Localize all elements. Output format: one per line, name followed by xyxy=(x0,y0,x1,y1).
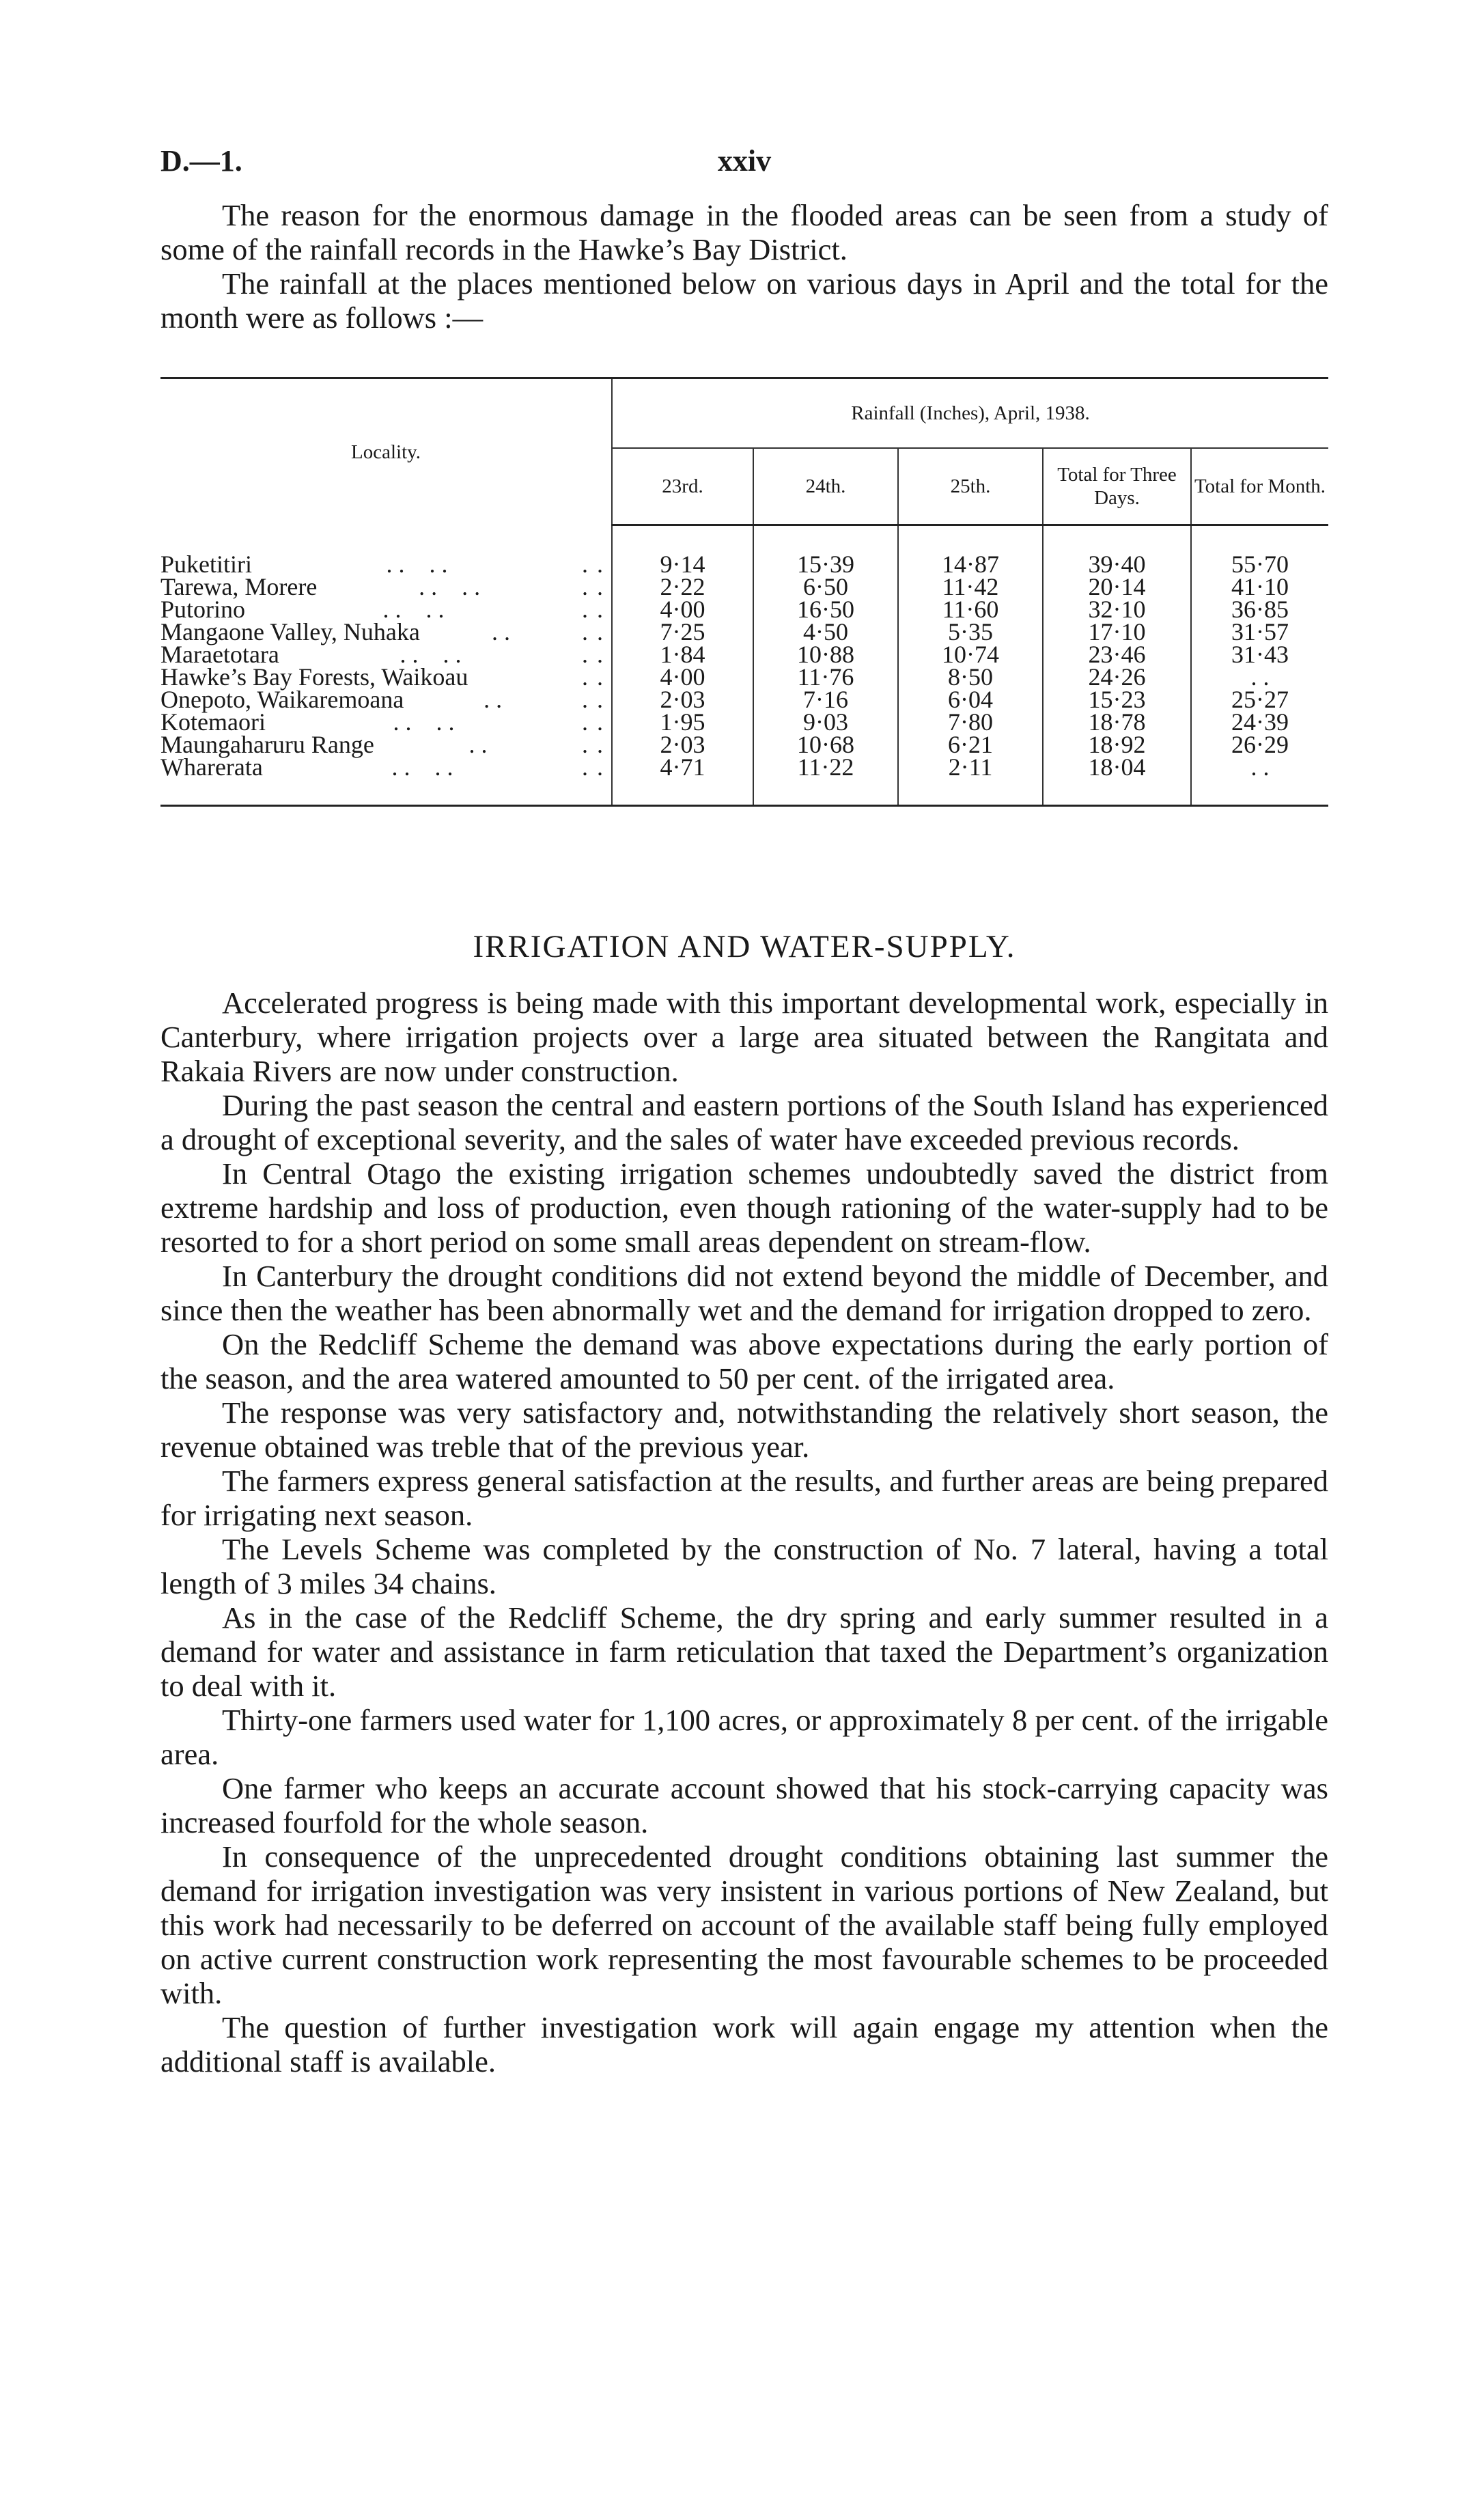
body-paragraph: Accelerated progress is being made with this important developmental work, especially in Canterbury, where irrigation projects over a large area situated between the Rangitata and Rakaia Rivers are now under construction. xyxy=(160,986,1328,1088)
rainfall-value: 4·71 xyxy=(612,756,753,806)
rainfall-value: 11·42 xyxy=(898,576,1043,598)
rainfall-value: 4·50 xyxy=(753,621,898,643)
rainfall-value: . . xyxy=(1191,666,1328,689)
rainfall-value: 11·76 xyxy=(753,666,898,689)
body-paragraph: As in the case of the Redcliff Scheme, the dry spring and early summer resulted in a demand for water and assistance in farm reticulation that taxed the Department’s organization to deal with it. xyxy=(160,1600,1328,1703)
body-paragraph: In Canterbury the drought conditions did not extend beyond the middle of December, and since then the weather has been abnormally wet and the demand for irrigation dropped to zero. xyxy=(160,1259,1328,1327)
rainfall-value: 7·25 xyxy=(612,621,753,643)
table-row xyxy=(160,576,1328,598)
rainfall-value: 2·03 xyxy=(612,734,753,756)
rainfall-value: 39·40 xyxy=(1043,553,1191,576)
rainfall-value: 2·22 xyxy=(612,576,753,598)
dot-leader-end: . . xyxy=(582,663,604,691)
locality-header: Locality. xyxy=(160,378,612,525)
column-header: 23rd. xyxy=(612,448,753,525)
dot-leader: . . . . xyxy=(400,641,462,668)
rainfall-value: 18·78 xyxy=(1043,711,1191,734)
rainfall-value: 15·23 xyxy=(1043,689,1191,711)
rainfall-value: 10·74 xyxy=(898,643,1043,666)
body-paragraph: In consequence of the unprecedented drought conditions obtaining last summer the demand for irrigation investigation was very insistent in various portions of New Zealand, but this work had necessarily to be deferred on account of the available staff being fully employed on active current construction work representing the most favourable schemes to be proceeded with. xyxy=(160,1839,1328,2010)
body-paragraph: In Central Otago the existing irrigation schemes undoubtedly saved the district from extreme hardship and loss of production, even though rationing of the water-supply had to be resorted to for a short period on some small areas dependent on stream-flow. xyxy=(160,1156,1328,1259)
column-header: 25th. xyxy=(898,448,1043,525)
rainfall-value: 1·95 xyxy=(612,711,753,734)
rainfall-value: 11·22 xyxy=(753,756,898,806)
intro-paragraph: The rainfall at the places mentioned below on various days in April and the total for the month were as follows :— xyxy=(160,266,1328,335)
page-header xyxy=(160,143,1328,191)
rainfall-value: 36·85 xyxy=(1191,598,1328,621)
rainfall-value: 25·27 xyxy=(1191,689,1328,711)
locality-name: Wharerata xyxy=(160,753,263,781)
table-row xyxy=(160,734,1328,756)
intro-paragraph: The reason for the enormous damage in the flooded areas can be seen from a study of some of the rainfall records in the Hawke’s Bay District. xyxy=(160,198,1328,266)
rainfall-table-body xyxy=(160,525,1328,806)
locality-name: Onepoto, Waikaremoana xyxy=(160,686,404,713)
dot-leader: . . xyxy=(468,731,488,758)
rainfall-value: 8·50 xyxy=(898,666,1043,689)
dot-leader-end: . . xyxy=(582,551,604,578)
rainfall-value: 1·84 xyxy=(612,643,753,666)
rainfall-value: 6·50 xyxy=(753,576,898,598)
rainfall-value: 20·14 xyxy=(1043,576,1191,598)
document-page xyxy=(160,143,1328,2078)
dot-leader: . . xyxy=(491,618,510,645)
table-row xyxy=(160,689,1328,711)
rainfall-value: 9·03 xyxy=(753,711,898,734)
table-row xyxy=(160,756,1328,806)
rainfall-value: 18·04 xyxy=(1043,756,1191,806)
dot-leader-end: . . xyxy=(582,753,604,781)
body-paragraph: On the Redcliff Scheme the demand was above expectations during the early portion of the season, and the area watered amounted to 50 per cent. of the irrigated area. xyxy=(160,1327,1328,1395)
rainfall-value: 7·16 xyxy=(753,689,898,711)
rainfall-value: 9·14 xyxy=(612,553,753,576)
rainfall-value: . . xyxy=(1191,756,1328,806)
dot-leader: . . . . xyxy=(382,596,445,623)
rainfall-value: 14·87 xyxy=(898,553,1043,576)
rainfall-value: 32·10 xyxy=(1043,598,1191,621)
rainfall-value: 41·10 xyxy=(1191,576,1328,598)
dot-leader-end: . . xyxy=(582,686,604,713)
rainfall-value: 15·39 xyxy=(753,553,898,576)
rainfall-value: 2·03 xyxy=(612,689,753,711)
rainfall-value: 4·00 xyxy=(612,598,753,621)
section-title: IRRIGATION AND WATER-SUPPLY. xyxy=(473,929,1016,964)
dot-leader-end: . . xyxy=(582,596,604,623)
rainfall-value: 26·29 xyxy=(1191,734,1328,756)
rainfall-value: 31·43 xyxy=(1191,643,1328,666)
rainfall-value: 4·00 xyxy=(612,666,753,689)
page-number: xxiv xyxy=(717,144,772,178)
body-paragraph: During the past season the central and eastern portions of the South Island has experienced a drought of exceptional severity, and the sales of water have exceeded previous records. xyxy=(160,1088,1328,1156)
locality-name: Puketitiri xyxy=(160,551,252,578)
rainfall-value: 24·26 xyxy=(1043,666,1191,689)
section-body xyxy=(160,986,1328,2078)
rainfall-value: 18·92 xyxy=(1043,734,1191,756)
rainfall-value: 23·46 xyxy=(1043,643,1191,666)
locality-name: Tarewa, Morere xyxy=(160,573,318,600)
rainfall-value: 10·88 xyxy=(753,643,898,666)
locality-name: Mangaone Valley, Nuhaka xyxy=(160,618,420,645)
locality-name: Putorino xyxy=(160,596,246,623)
locality-name: Maungaharuru Range xyxy=(160,731,374,758)
dot-leader-end: . . xyxy=(582,618,604,645)
body-paragraph: One farmer who keeps an accurate account showed that his stock-carrying capacity was increased fourfold for the whole season. xyxy=(160,1771,1328,1839)
rainfall-value: 10·68 xyxy=(753,734,898,756)
table-row xyxy=(160,621,1328,643)
dot-leader: . . . . xyxy=(393,708,455,736)
rainfall-value: 2·11 xyxy=(898,756,1043,806)
body-paragraph: The Levels Scheme was completed by the construction of No. 7 lateral, having a total length of 3 miles 34 chains. xyxy=(160,1532,1328,1600)
dot-leader: . . . . xyxy=(391,753,453,781)
rainfall-value: 11·60 xyxy=(898,598,1043,621)
rainfall-value: 6·21 xyxy=(898,734,1043,756)
rainfall-value: 17·10 xyxy=(1043,621,1191,643)
column-header: 24th. xyxy=(753,448,898,525)
column-header: Total for Month. xyxy=(1191,448,1328,525)
rainfall-value: 7·80 xyxy=(898,711,1043,734)
rainfall-group-header: Rainfall (Inches), April, 1938. xyxy=(612,378,1328,449)
dot-leader-end: . . xyxy=(582,731,604,758)
rainfall-value: 16·50 xyxy=(753,598,898,621)
intro-text xyxy=(160,198,1328,335)
rainfall-value: 24·39 xyxy=(1191,711,1328,734)
body-paragraph: The response was very satisfactory and, notwithstanding the relatively short season, the revenue obtained was treble that of the previous year. xyxy=(160,1395,1328,1464)
rainfall-value: 31·57 xyxy=(1191,621,1328,643)
document-reference: D.—1. xyxy=(160,144,242,178)
dot-leader-end: . . xyxy=(582,641,604,668)
rainfall-value: 55·70 xyxy=(1191,553,1328,576)
body-paragraph: Thirty-one farmers used water for 1,100 acres, or approximately 8 per cent. of the irrigable area. xyxy=(160,1703,1328,1771)
rainfall-value: 6·04 xyxy=(898,689,1043,711)
dot-leader: . . . . xyxy=(419,573,481,600)
locality-name: Maraetotara xyxy=(160,641,279,668)
body-paragraph: The farmers express general satisfaction at the results, and further areas are being prepared for irrigating next season. xyxy=(160,1464,1328,1532)
rainfall-table xyxy=(160,377,1328,807)
locality-name: Hawke’s Bay Forests, Waikoau xyxy=(160,663,468,691)
dot-leader: . . . . xyxy=(386,551,448,578)
dot-leader: . . xyxy=(484,686,503,713)
rainfall-value: 5·35 xyxy=(898,621,1043,643)
dot-leader-end: . . xyxy=(582,708,604,736)
column-header: Total for Three Days. xyxy=(1043,448,1191,525)
table-row xyxy=(160,553,1328,576)
locality-name: Kotemaori xyxy=(160,708,266,736)
body-paragraph: The question of further investigation work will again engage my attention when the additional staff is available. xyxy=(160,2010,1328,2078)
dot-leader-end: . . xyxy=(582,573,604,600)
